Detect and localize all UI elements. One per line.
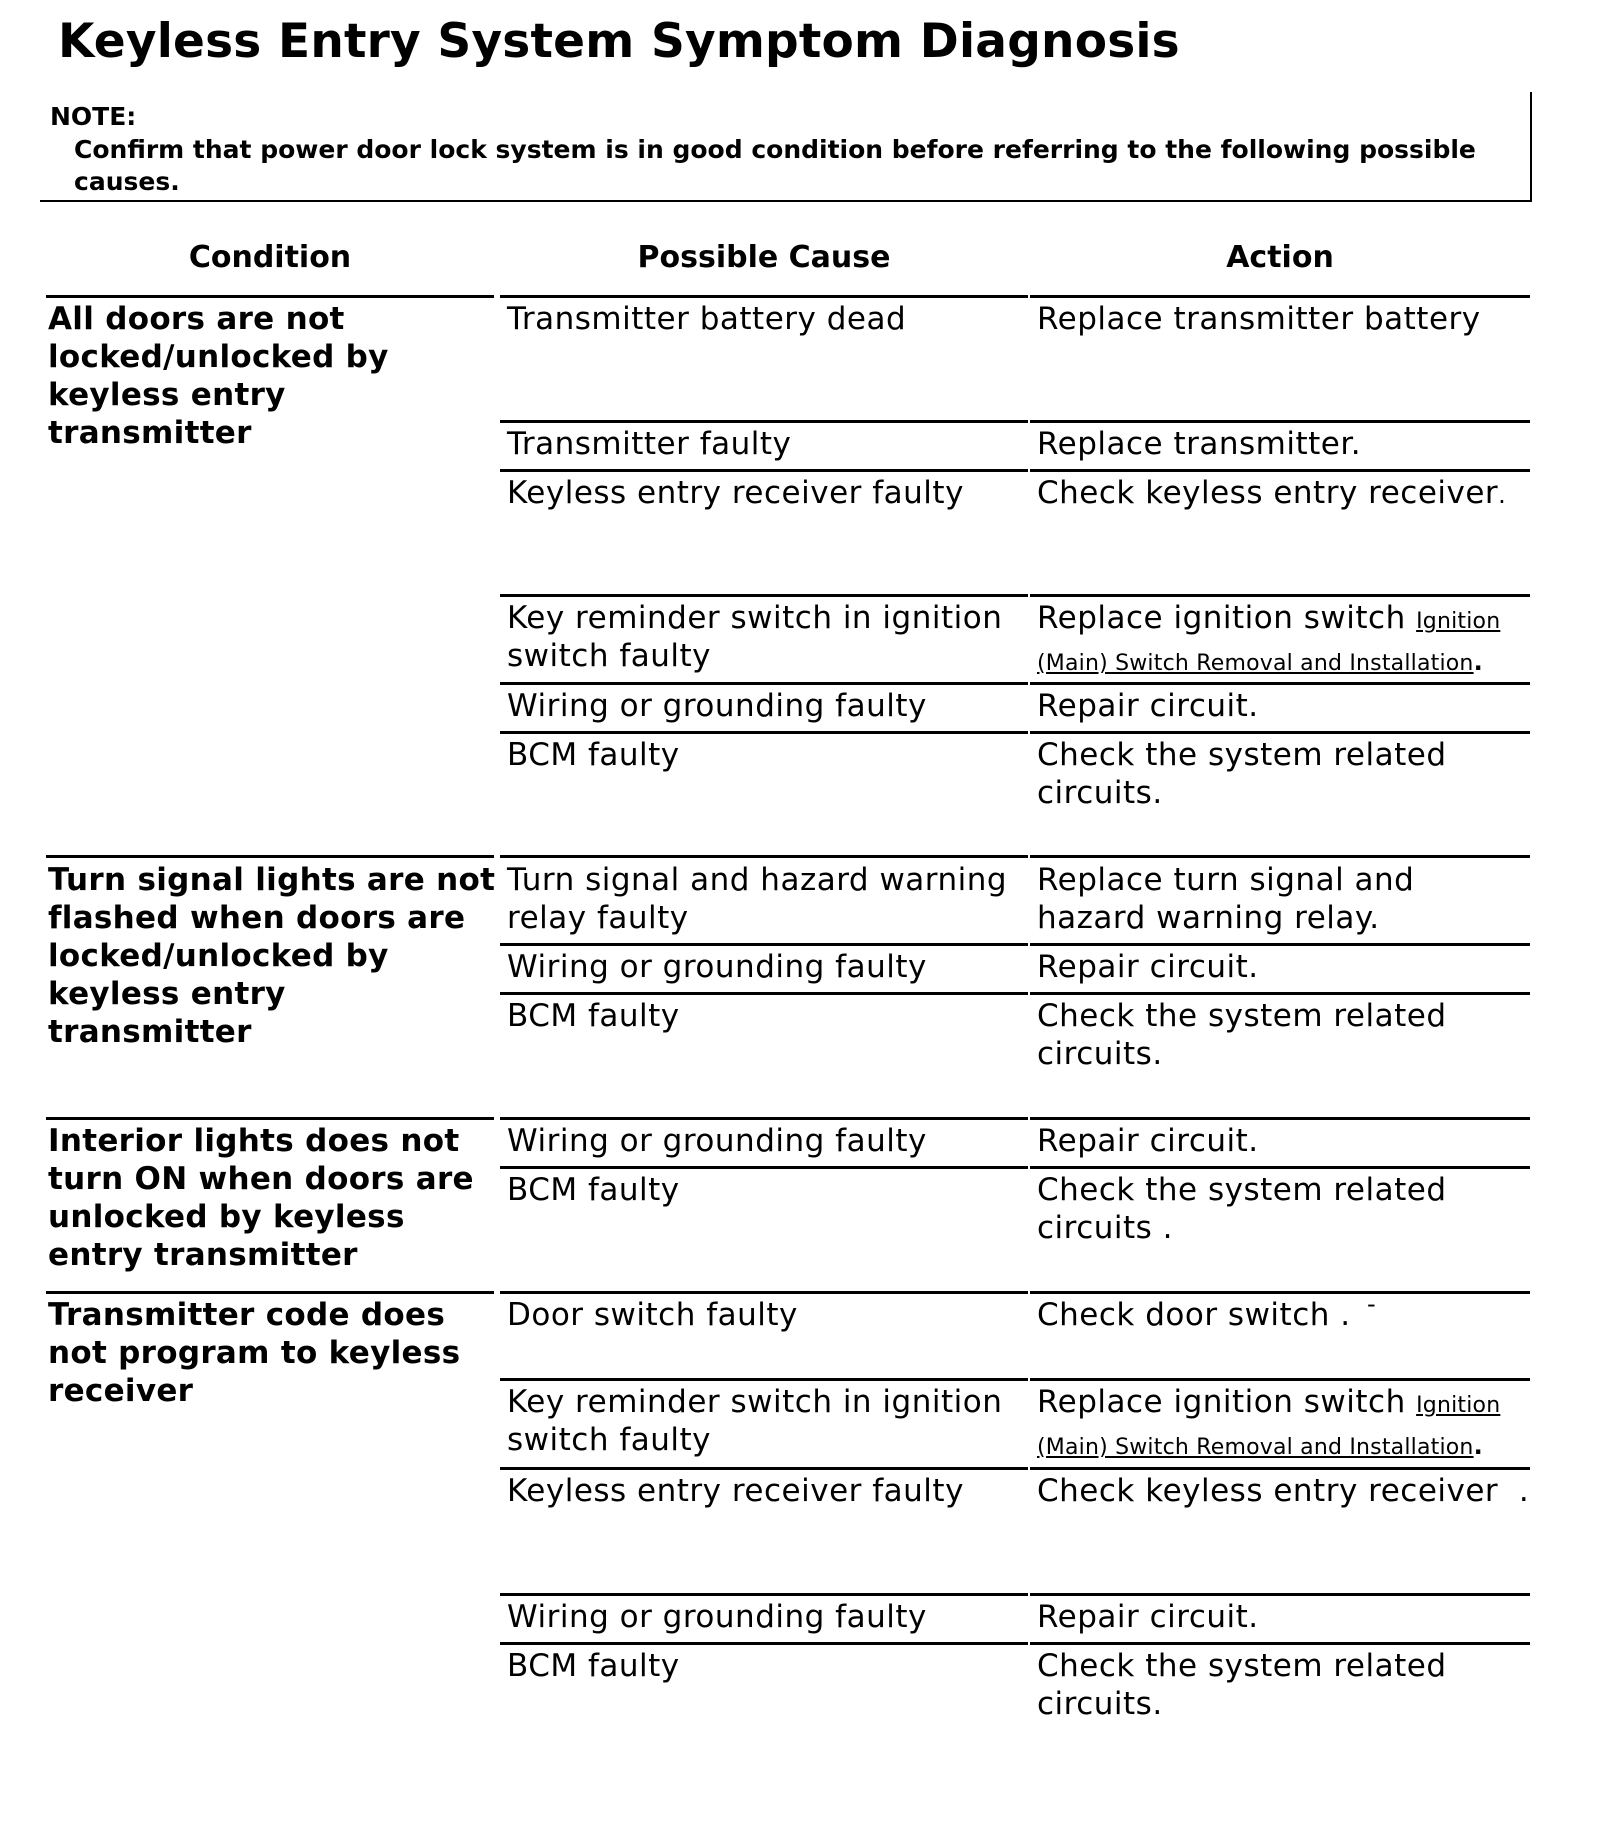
action-suffix: .: [1473, 648, 1484, 676]
action-text: Check keyless entry receiver: [1037, 475, 1499, 511]
stray-mark: -: [1367, 1290, 1376, 1318]
cause-cell: Door switch faulty: [507, 1297, 798, 1333]
row-divider: [500, 855, 1028, 858]
row-divider: [1030, 1642, 1530, 1645]
action-cell: [1037, 474, 1532, 514]
header-condition: Condition: [188, 240, 352, 275]
cause-cell: Wiring or grounding faulty: [507, 1123, 927, 1159]
row-divider: [500, 1291, 1028, 1294]
action-cell: Check the system related circuits .: [1037, 1172, 1447, 1246]
ignition-switch-link[interactable]: Ignition (Main) Switch Removal and Installation: [1037, 609, 1501, 676]
row-divider: [500, 594, 1028, 597]
action-cell: Repair circuit.: [1037, 949, 1259, 985]
row-divider: [500, 1166, 1028, 1169]
condition-cell: Transmitter code does not program to keyless receiver: [48, 1297, 461, 1409]
row-divider: [500, 295, 1028, 298]
row-divider: [1030, 731, 1530, 734]
row-divider: [46, 1291, 494, 1294]
cause-cell: Wiring or grounding faulty: [507, 1599, 927, 1635]
action-cell: Repair circuit.: [1037, 1599, 1259, 1635]
row-divider: [500, 469, 1028, 472]
cause-cell: BCM faulty: [507, 737, 680, 773]
row-divider: [1030, 469, 1530, 472]
row-divider: [500, 1117, 1028, 1120]
row-divider: [1030, 1291, 1530, 1294]
row-divider: [1030, 682, 1530, 685]
row-divider: [500, 1378, 1028, 1381]
row-divider: [1030, 420, 1530, 423]
row-divider: [500, 420, 1028, 423]
row-divider: [46, 1117, 494, 1120]
action-cell: Repair circuit.: [1037, 1123, 1259, 1159]
cause-cell: Transmitter battery dead: [507, 301, 907, 337]
cause-cell: Turn signal and hazard warning relay faulty: [507, 862, 1008, 936]
cause-cell: BCM faulty: [507, 998, 680, 1034]
row-divider: [500, 1467, 1028, 1470]
row-divider: [500, 1642, 1028, 1645]
row-divider: [1030, 992, 1530, 995]
row-divider: [46, 855, 494, 858]
action-cell: Check the system related circuits.: [1037, 1648, 1447, 1722]
action-cell: Check keyless entry receiver .: [1037, 1473, 1530, 1509]
action-cell: Replace transmitter.: [1037, 426, 1362, 462]
cause-cell: Keyless entry receiver faulty: [507, 1473, 964, 1509]
condition-cell: All doors are not locked/unlocked by keyless entry transmitter: [48, 301, 389, 451]
row-divider: [500, 731, 1028, 734]
row-divider: [1030, 1117, 1530, 1120]
row-divider: [1030, 1593, 1530, 1596]
row-divider: [500, 682, 1028, 685]
header-possible-cause: Possible Cause: [637, 240, 891, 275]
condition-cell: Interior lights does not turn ON when doors are unlocked by keyless entry transmitter: [48, 1123, 474, 1273]
cause-cell: Transmitter faulty: [507, 426, 792, 462]
cause-cell: Key reminder switch in ignition switch faulty: [507, 600, 1003, 674]
row-divider: [1030, 594, 1530, 597]
cause-cell: BCM faulty: [507, 1172, 680, 1208]
cause-cell: Wiring or grounding faulty: [507, 688, 927, 724]
note-box: [40, 92, 1532, 202]
cause-cell: Wiring or grounding faulty: [507, 949, 927, 985]
ignition-switch-link[interactable]: Ignition (Main) Switch Removal and Installation: [1037, 1393, 1501, 1460]
row-divider: [1030, 943, 1530, 946]
condition-cell: Turn signal lights are not flashed when doors are locked/unlocked by keyless entry transmitter: [48, 862, 496, 1050]
note-text: Confirm that power door lock system is in good condition before referring to the following possible causes.: [74, 135, 1476, 196]
row-divider: [500, 943, 1028, 946]
action-suffix: .: [1498, 481, 1507, 509]
action-cell: [1037, 1383, 1532, 1467]
page-title: Keyless Entry System Symptom Diagnosis: [58, 14, 1180, 69]
action-cell: [1037, 599, 1532, 683]
cause-cell: BCM faulty: [507, 1648, 680, 1684]
action-cell: Check the system related circuits.: [1037, 737, 1447, 811]
action-suffix: .: [1473, 1432, 1484, 1460]
row-divider: [1030, 295, 1530, 298]
action-cell: Check door switch .: [1037, 1297, 1351, 1333]
action-cell: Replace turn signal and hazard warning relay.: [1037, 862, 1415, 936]
action-cell: Check the system related circuits.: [1037, 998, 1447, 1072]
action-cell: Replace transmitter battery: [1037, 301, 1481, 337]
action-text: Replace ignition switch: [1037, 600, 1417, 636]
action-cell: Repair circuit.: [1037, 688, 1259, 724]
note-label: NOTE:: [50, 102, 137, 131]
cause-cell: Key reminder switch in ignition switch faulty: [507, 1384, 1003, 1458]
header-action: Action: [1226, 240, 1334, 275]
row-divider: [1030, 855, 1530, 858]
row-divider: [1030, 1467, 1530, 1470]
row-divider: [1030, 1166, 1530, 1169]
row-divider: [500, 992, 1028, 995]
row-divider: [1030, 1378, 1530, 1381]
row-divider: [46, 295, 494, 298]
cause-cell: Keyless entry receiver faulty: [507, 475, 964, 511]
row-divider: [500, 1593, 1028, 1596]
action-text: Replace ignition switch: [1037, 1384, 1417, 1420]
